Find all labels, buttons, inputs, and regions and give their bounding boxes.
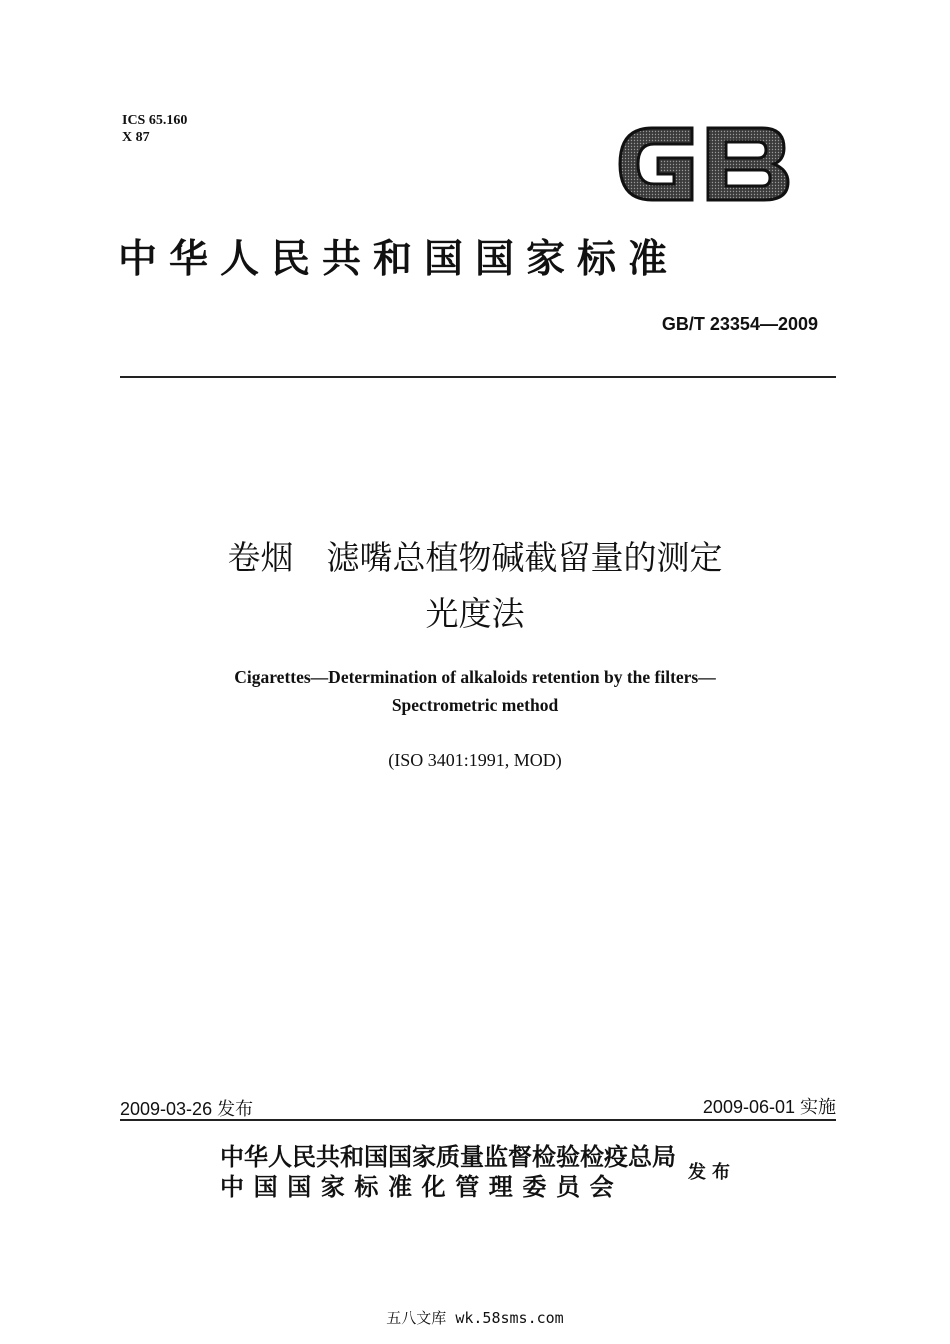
issue-date: 2009-03-26 发布 bbox=[120, 1099, 254, 1119]
english-title-line1: Cigarettes—Determination of alkaloids retention by the filters— bbox=[234, 667, 716, 687]
standard-number: GB/T 23354—2009 bbox=[661, 314, 818, 334]
chinese-title-line2: 光度法 bbox=[425, 594, 525, 633]
ics-code: ICS 65.160 bbox=[122, 113, 188, 128]
footer-divider bbox=[120, 1119, 836, 1121]
gb-logo-icon bbox=[612, 118, 792, 210]
header-divider bbox=[120, 376, 836, 378]
gb-logo bbox=[612, 118, 792, 210]
publish-action: 发布 bbox=[688, 1162, 736, 1183]
classification-codes bbox=[122, 112, 187, 146]
ccs-code: X 87 bbox=[122, 130, 150, 145]
publisher-line2: 中国国家标准化管理委员会 bbox=[220, 1172, 624, 1201]
chinese-title-line1: 卷烟 滤嘴总植物碱截留量的测定 bbox=[227, 538, 723, 577]
site-watermark: 五八文库 wk.58sms.com bbox=[386, 1309, 564, 1327]
implementation-date: 2009-06-01 实施 bbox=[702, 1097, 836, 1117]
national-standard-heading: 中华人民共和国国家标准 bbox=[118, 236, 680, 282]
publisher-line1: 中华人民共和国国家质量监督检验检疫总局 bbox=[220, 1142, 676, 1171]
iso-reference: (ISO 3401:1991, MOD) bbox=[388, 750, 562, 770]
english-title-line2: Spectrometric method bbox=[391, 695, 559, 715]
